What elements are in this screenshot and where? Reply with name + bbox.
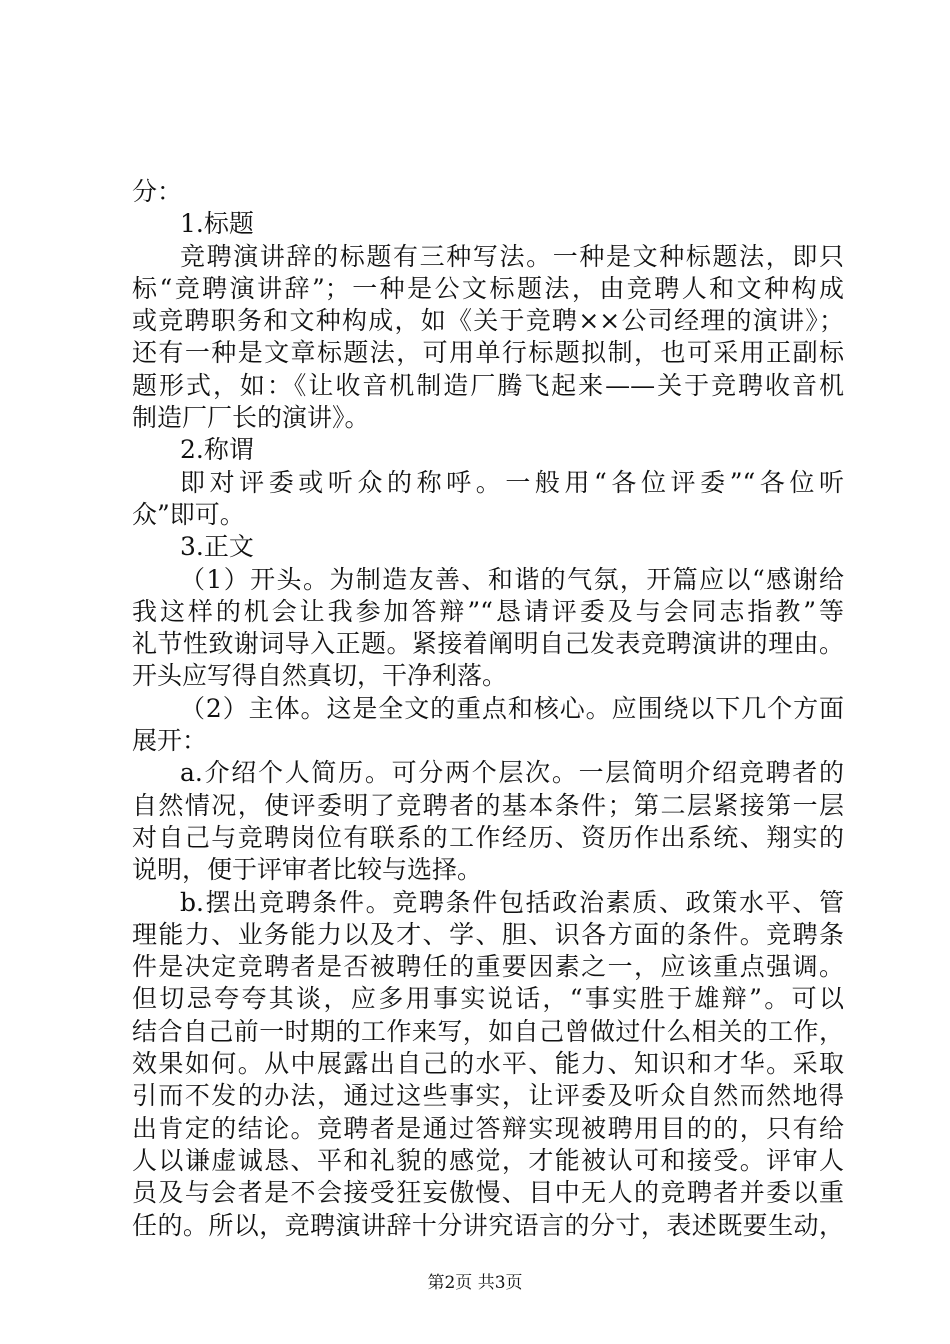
document-body [132, 176, 844, 1242]
text-line: 结合自己前一时期的工作来写，如自己曾做过什么相关的工作， [132, 1016, 844, 1046]
text-line: 引而不发的办法，通过这些事实，让评委及听众自然而然地得 [132, 1081, 844, 1111]
text-line: 分： [132, 177, 183, 206]
text-line: 开头应写得自然真切，干净利落。 [132, 661, 508, 691]
text-line: 众”即可。 [132, 499, 245, 529]
text-line: 制造厂厂长的演讲》。 [132, 403, 370, 433]
text-line: 即对评委或听众的称呼。一般用“各位评委”“各位听 [180, 467, 844, 497]
text-line: a.介绍个人简历。可分两个层次。一层简明介绍竞聘者的 [180, 758, 844, 788]
text-line: 礼节性致谢词导入正题。紧接着阐明自己发表竞聘演讲的理由。 [132, 629, 844, 659]
text-line: 展开： [132, 726, 208, 756]
text-line: （1）开头。为制造友善、和谐的气氛，开篇应以“感谢给 [180, 564, 844, 594]
text-line: 2.称谓 [180, 435, 254, 465]
text-line: 我这样的机会让我参加答辩”“恳请评委及与会同志指教”等 [132, 596, 844, 626]
text-line: 件是决定竞聘者是否被聘任的重要因素之一，应该重点强调。 [132, 952, 844, 982]
text-line: 但切忌夸夸其谈，应多用事实说话，“事实胜于雄辩”。可以 [132, 984, 844, 1014]
text-line: 效果如何。从中展露出自己的水平、能力、知识和才华。采取 [132, 1049, 844, 1079]
text-line: 还有一种是文章标题法，可用单行标题拟制，也可采用正副标 [132, 338, 844, 368]
text-line: 任的。所以，竞聘演讲辞十分讲究语言的分寸，表述既要生动， [132, 1210, 844, 1240]
text-line: 或竞聘职务和文种构成，如《关于竞聘××公司经理的演讲》； [132, 306, 844, 336]
text-line: b.摆出竞聘条件。竞聘条件包括政治素质、政策水平、管 [180, 887, 844, 917]
text-line: 理能力、业务能力以及才、学、胆、识各方面的条件。竞聘条 [132, 919, 844, 949]
text-line: 说明，便于评审者比较与选择。 [132, 855, 483, 885]
text-line: 竞聘演讲辞的标题有三种写法。一种是文种标题法，即只 [180, 241, 844, 271]
text-line: 出肯定的结论。竞聘者是通过答辩实现被聘用目的的，只有给 [132, 1113, 844, 1143]
text-line: （2）主体。这是全文的重点和核心。应围绕以下几个方面 [180, 693, 844, 723]
text-line: 员及与会者是不会接受狂妄傲慢、目中无人的竞聘者并委以重 [132, 1178, 844, 1208]
text-line: 人以谦虚诚恳、平和礼貌的感觉，才能被认可和接受。评审人 [132, 1145, 844, 1175]
text-line: 标“竞聘演讲辞”；一种是公文标题法，由竞聘人和文种构成 [132, 273, 844, 303]
text-line: 自然情况，使评委明了竞聘者的基本条件；第二层紧接第一层 [132, 790, 844, 820]
text-line: 对自己与竞聘岗位有联系的工作经历、资历作出系统、翔实的 [132, 822, 844, 852]
page-footer: 第2页 共3页 [427, 1273, 523, 1293]
text-line: 题形式，如：《让收音机制造厂腾飞起来——关于竞聘收音机 [132, 370, 844, 400]
text-line: 3.正文 [180, 532, 254, 562]
text-line: 1.标题 [180, 209, 254, 239]
